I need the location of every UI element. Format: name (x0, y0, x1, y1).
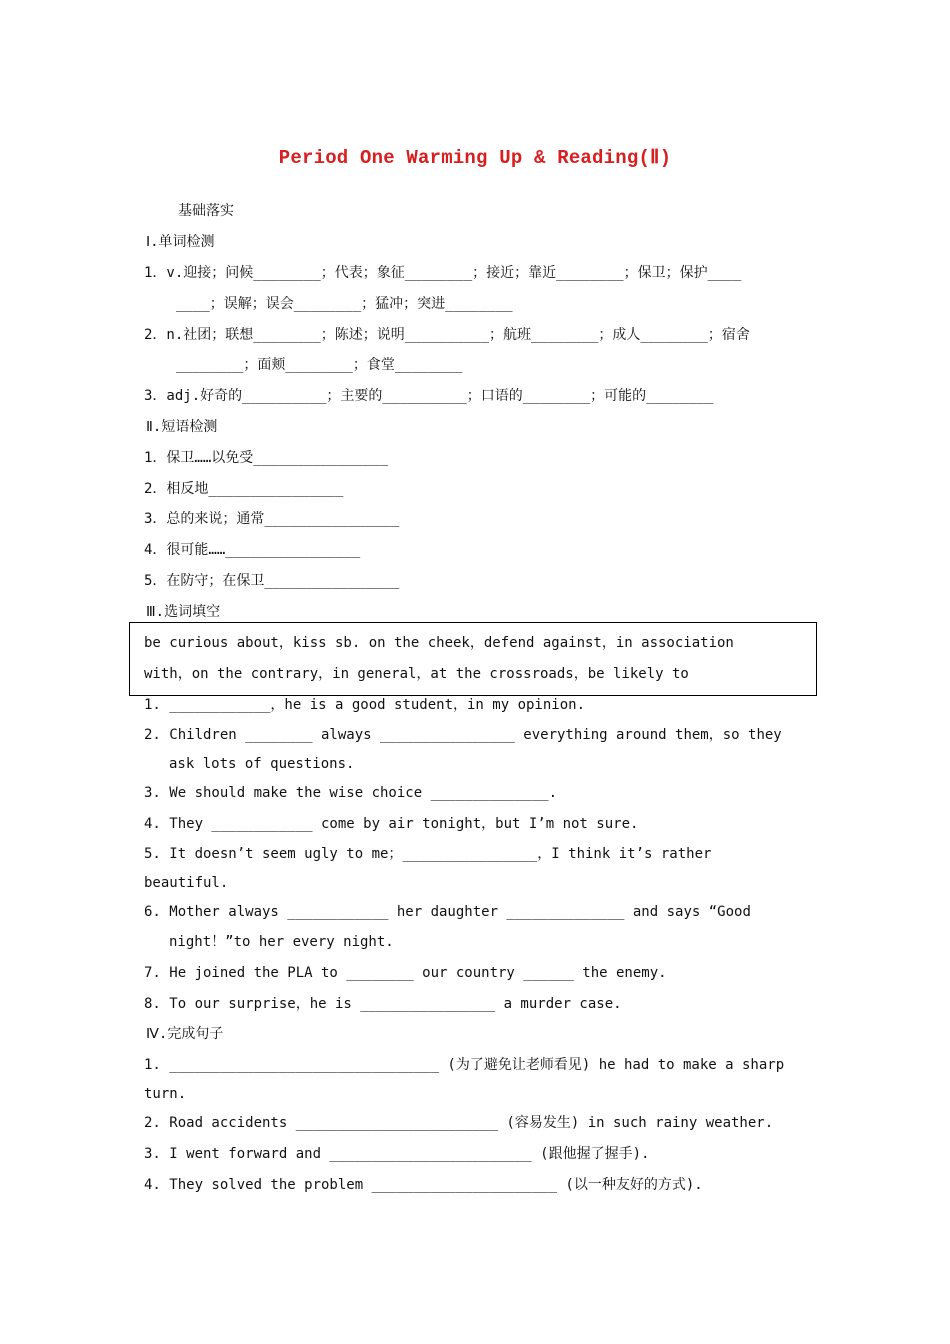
fill-item-2: 2. Children ________ always ________________ everything around them，so they (144, 727, 782, 743)
fill-item-1: 1. ____________，he is a good student，in my opinion. (144, 697, 586, 713)
phrase-item: 1．保卫……以免受________________ (144, 450, 389, 466)
section-phrases-title: Ⅱ.短语检测 (146, 419, 218, 435)
fill-item-5: 5. It doesn’t seem ugly to me；________________，I think it’s rather (144, 846, 712, 862)
fill-item-6: 6. Mother always ____________ her daughter ______________ and says “Good (144, 904, 751, 920)
complete-item-3: 3. I went forward and ________________________ (跟他握了握手). (144, 1146, 650, 1162)
phrase-item: 5．在防守；在保卫________________ (144, 573, 400, 589)
page-title: Period One Warming Up & Reading(Ⅱ) (278, 147, 672, 169)
phrase-item: 2．相反地________________ (144, 481, 344, 497)
section-vocab-title: Ⅰ.单词检测 (146, 234, 215, 250)
complete-item-1-cont: turn. (144, 1086, 187, 1102)
vocab-item-2-cont: ________；面颊________；食堂________ (176, 357, 463, 373)
section-heading: 基础落实 (178, 203, 234, 219)
section-complete-title: Ⅳ.完成句子 (146, 1026, 224, 1042)
complete-item-4: 4. They solved the problem ______________________ (以一种友好的方式). (144, 1177, 703, 1193)
vocab-item-3: 3．adj.好奇的__________；主要的__________；口语的________；可能的________ (144, 388, 714, 404)
complete-item-2: 2. Road accidents ________________________ (容易发生) in such rainy weather. (144, 1115, 774, 1131)
vocab-item-1-cont: ____；误解；误会________；猛冲；突进________ (176, 296, 513, 312)
word-bank-line: with，on the contrary，in general，at the crossroads，be likely to (144, 666, 689, 682)
word-bank-line: be curious about，kiss sb. on the cheek，defend against，in association (144, 635, 734, 651)
vocab-item-1: 1．v.迎接；问候________；代表；象征________；接近；靠近________；保卫；保护____ (144, 265, 742, 281)
vocab-item-2: 2．n.社团；联想________；陈述；说明__________；航班________；成人________；宿舍 (144, 327, 750, 343)
fill-item-3: 3. We should make the wise choice ______________. (144, 785, 558, 801)
phrase-item: 4．很可能……________________ (144, 542, 361, 558)
fill-item-5-cont: beautiful. (144, 875, 229, 891)
fill-item-8: 8. To our surprise，he is ________________ a murder case. (144, 996, 622, 1012)
section-fill-title: Ⅲ.选词填空 (146, 604, 221, 620)
fill-item-6-cont: night！”to her every night. (169, 934, 394, 950)
fill-item-4: 4. They ____________ come by air tonight，but I’m not sure. (144, 816, 639, 832)
complete-item-1: 1. ________________________________ (为了避免让老师看见) he had to make a sharp (144, 1057, 785, 1073)
fill-item-7: 7. He joined the PLA to ________ our country ______ the enemy. (144, 965, 667, 981)
phrase-item: 3．总的来说；通常________________ (144, 511, 400, 527)
fill-item-2-cont: ask lots of questions. (169, 756, 355, 772)
